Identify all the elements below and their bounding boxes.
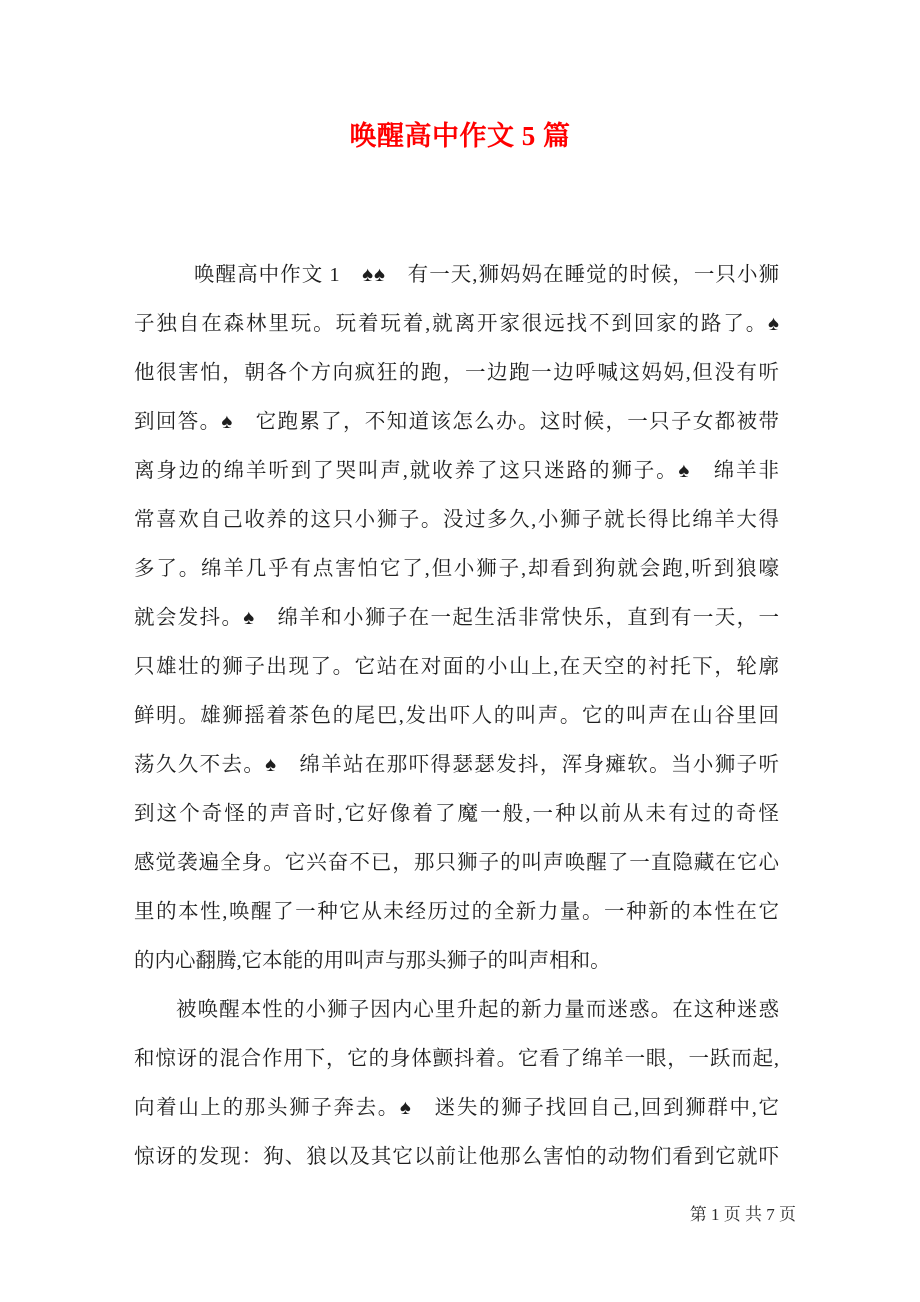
body-line: 就会发抖。♠ 绵羊和小狮子在一起生活非常快乐，直到有一天，一 <box>134 607 779 629</box>
document-title: 唤醒高中作文 5 篇 <box>349 121 571 151</box>
body-line: 里的本性,唤醒了一种它从未经历过的全新力量。一种新的本性在它 <box>134 901 779 923</box>
body-line: 惊讶的发现：狗、狼以及其它以前让他那么害怕的动物们看到它就吓 <box>134 1146 779 1168</box>
body-line: 离身边的绵羊听到了哭叫声,就收养了这只迷路的狮子。♠ 绵羊非 <box>134 460 779 482</box>
body-line: 到这个奇怪的声音时,它好像着了魔一般,一种以前从未有过的奇怪 <box>134 803 779 825</box>
body-line: 和惊讶的混合作用下，它的身体颤抖着。它看了绵羊一眼，一跃而起, <box>134 1048 779 1070</box>
body-line: 被唤醒本性的小狮子因内心里升起的新力量而迷惑。在这种迷惑 <box>176 999 779 1021</box>
document-body <box>134 251 779 1182</box>
body-line: 唤醒高中作文 1 ♠♠ 有一天,狮妈妈在睡觉的时候，一只小狮 <box>194 264 779 286</box>
body-line: 向着山上的那头狮子奔去。♠ 迷失的狮子找回自己,回到狮群中,它 <box>134 1097 779 1119</box>
body-line: 鲜明。雄狮摇着茶色的尾巴,发出吓人的叫声。它的叫声在山谷里回 <box>134 705 779 727</box>
body-line: 他很害怕，朝各个方向疯狂的跑，一边跑一边呼喊这妈妈,但没有听 <box>134 362 779 384</box>
body-line: 只雄壮的狮子出现了。它站在对面的小山上,在天空的衬托下，轮廓 <box>134 656 779 678</box>
body-line: 常喜欢自己收养的这只小狮子。没过多久,小狮子就长得比绵羊大得 <box>134 509 779 531</box>
body-line: 多了。绵羊几乎有点害怕它了,但小狮子,却看到狗就会跑,听到狼嚎 <box>134 558 779 580</box>
body-line: 的内心翻腾,它本能的用叫声与那头狮子的叫声相和。 <box>134 950 611 972</box>
body-line: 荡久久不去。♠ 绵羊站在那吓得瑟瑟发抖，浑身瘫软。当小狮子听 <box>134 754 779 776</box>
body-line: 到回答。♠ 它跑累了，不知道该怎么办。这时候，一只子女都被带 <box>134 411 779 433</box>
body-line: 子独自在森林里玩。玩着玩着,就离开家很远找不到回家的路了。♠ <box>134 313 779 335</box>
page-footer: 第 1 页 共 7 页 <box>689 1205 796 1224</box>
body-line: 感觉袭遍全身。它兴奋不已，那只狮子的叫声唤醒了一直隐藏在它心 <box>134 852 779 874</box>
